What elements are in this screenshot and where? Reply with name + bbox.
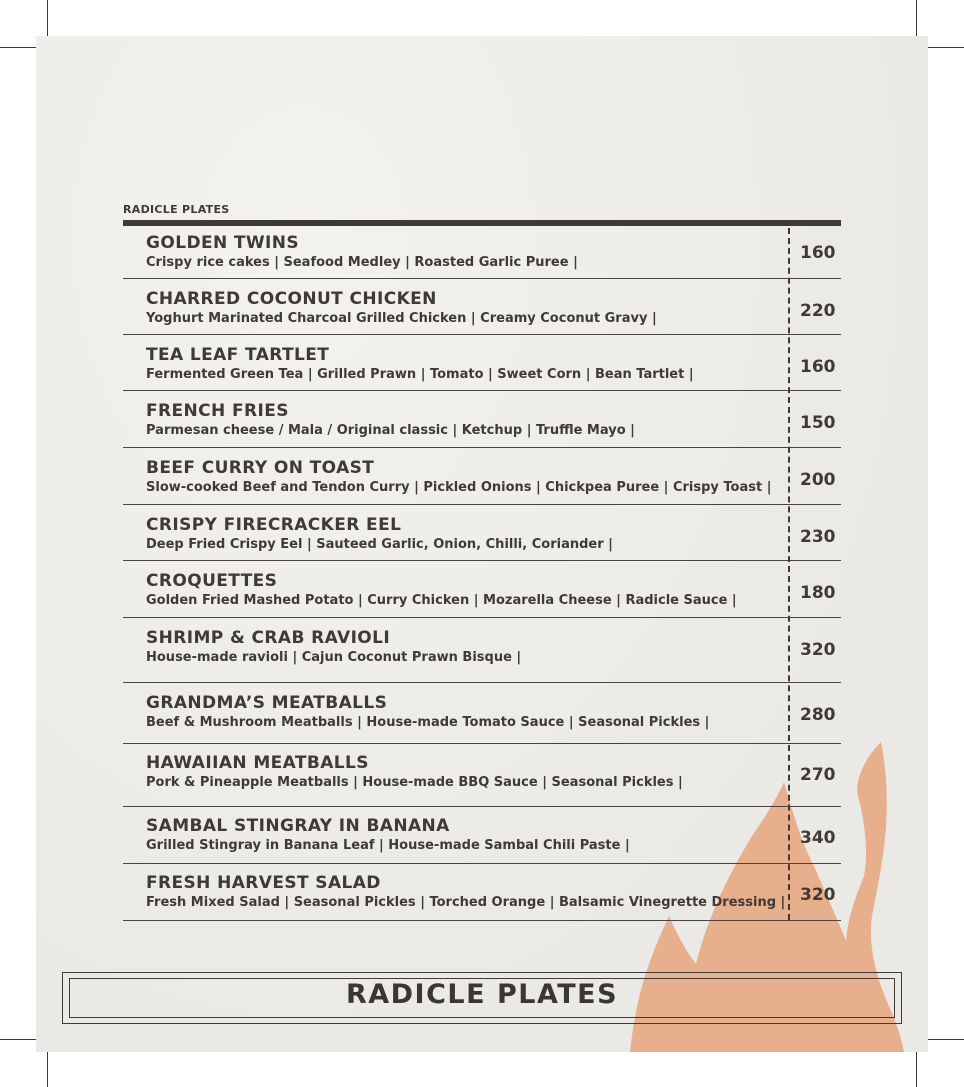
item-description: Yoghurt Marinated Charcoal Grilled Chicken | Creamy Coconut Gravy | (146, 311, 657, 326)
item-description: House-made ravioli | Cajun Coconut Prawn Bisque | (146, 650, 522, 665)
item-price: 270 (800, 765, 836, 785)
item-name: FRENCH FRIES (146, 401, 289, 421)
crop-mark (928, 1039, 964, 1040)
footer-title: RADICLE PLATES (345, 979, 619, 1010)
item-name: FRESH HARVEST SALAD (146, 873, 381, 893)
menu-page (36, 36, 928, 1052)
section-label: RADICLE PLATES (123, 203, 230, 216)
item-description: Crispy rice cakes | Seafood Medley | Roasted Garlic Puree | (146, 255, 578, 270)
menu-item (123, 618, 841, 683)
crop-mark (47, 0, 48, 36)
item-price: 230 (800, 527, 836, 547)
menu-item (123, 744, 841, 807)
item-name: BEEF CURRY ON TOAST (146, 458, 375, 478)
item-price: 340 (800, 828, 836, 848)
item-price: 200 (800, 470, 836, 490)
item-description: Parmesan cheese / Mala / Original classic | Ketchup | Truffle Mayo | (146, 423, 635, 438)
item-price: 160 (800, 243, 836, 263)
menu-item (123, 505, 841, 561)
menu-item (123, 683, 841, 744)
crop-mark (0, 47, 36, 48)
item-description: Fresh Mixed Salad | Seasonal Pickles | Torched Orange | Balsamic Vinegrette Dressing | (146, 895, 786, 910)
item-price: 220 (800, 301, 836, 321)
item-name: CHARRED COCONUT CHICKEN (146, 289, 437, 309)
menu-item (123, 391, 841, 448)
item-name: TEA LEAF TARTLET (146, 345, 330, 365)
menu-item (123, 864, 841, 921)
item-description: Pork & Pineapple Meatballs | House-made BBQ Sauce | Seasonal Pickles | (146, 775, 683, 790)
menu-item (123, 279, 841, 335)
item-rule (123, 920, 841, 922)
item-name: CROQUETTES (146, 571, 278, 591)
menu-item (123, 228, 841, 279)
menu-item (123, 335, 841, 391)
crop-mark (47, 1052, 48, 1087)
item-description: Beef & Mushroom Meatballs | House-made Tomato Sauce | Seasonal Pickles | (146, 715, 710, 730)
item-name: SHRIMP & CRAB RAVIOLI (146, 628, 391, 648)
item-name: CRISPY FIRECRACKER EEL (146, 515, 402, 535)
item-name: SAMBAL STINGRAY IN BANANA (146, 816, 450, 836)
crop-mark (928, 47, 964, 48)
item-price: 320 (800, 885, 836, 905)
item-name: GOLDEN TWINS (146, 233, 300, 253)
item-name: GRANDMA’S MEATBALLS (146, 693, 388, 713)
item-description: Grilled Stingray in Banana Leaf | House-made Sambal Chili Paste | (146, 838, 630, 853)
top-rule (123, 220, 841, 226)
menu-item (123, 448, 841, 505)
item-price: 150 (800, 413, 836, 433)
crop-mark (0, 1039, 36, 1040)
menu-item (123, 807, 841, 864)
item-description: Golden Fried Mashed Potato | Curry Chicken | Mozarella Cheese | Radicle Sauce | (146, 593, 737, 608)
item-price: 320 (800, 640, 836, 660)
item-price: 180 (800, 583, 836, 603)
crop-mark (916, 0, 917, 36)
item-price: 160 (800, 357, 836, 377)
menu-item (123, 561, 841, 618)
item-description: Deep Fried Crispy Eel | Sauteed Garlic, Onion, Chilli, Coriander | (146, 537, 613, 552)
item-description: Fermented Green Tea | Grilled Prawn | Tomato | Sweet Corn | Bean Tartlet | (146, 367, 694, 382)
crop-mark (916, 1052, 917, 1087)
item-price: 280 (800, 705, 836, 725)
item-name: HAWAIIAN MEATBALLS (146, 753, 369, 773)
item-description: Slow-cooked Beef and Tendon Curry | Pickled Onions | Chickpea Puree | Crispy Toast | (146, 480, 772, 495)
